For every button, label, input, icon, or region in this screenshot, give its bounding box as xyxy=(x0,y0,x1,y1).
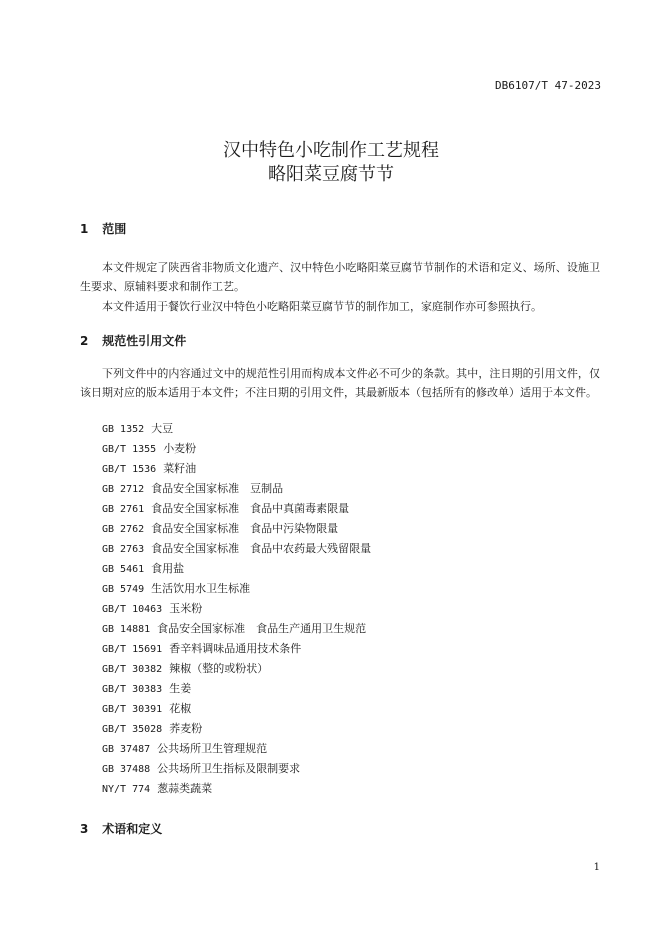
reference-title: 食用盐 xyxy=(151,562,185,575)
reference-code: GB/T 30382 xyxy=(102,664,163,675)
reference-title: 香辛料调味品通用技术条件 xyxy=(169,642,302,655)
reference-title: 玉米粉 xyxy=(169,602,203,615)
reference-code: GB 5749 xyxy=(102,584,145,595)
reference-code: GB 2762 xyxy=(102,524,145,535)
reference-code: GB/T 30383 xyxy=(102,684,163,695)
reference-title: 生姜 xyxy=(169,682,192,695)
reference-item xyxy=(102,639,371,659)
reference-item xyxy=(102,759,371,779)
section-title: 术语和定义 xyxy=(102,822,163,836)
title-line-1: 汉中特色小吃制作工艺规程 xyxy=(223,140,439,161)
reference-code: GB/T 1355 xyxy=(102,444,157,455)
title-line-2: 略阳菜豆腐节节 xyxy=(268,164,394,185)
section-number: 2 xyxy=(80,334,89,348)
reference-item xyxy=(102,439,371,459)
reference-item xyxy=(102,519,371,539)
scope-paragraph-2: 本文件适用于餐饮行业汉中特色小吃略阳菜豆腐节节的制作加工，家庭制作亦可参照执行。 xyxy=(102,300,542,313)
reference-item xyxy=(102,599,371,619)
reference-item xyxy=(102,539,371,559)
reference-code: GB 37488 xyxy=(102,764,151,775)
reference-title: 公共场所卫生指标及限制要求 xyxy=(157,762,301,775)
reference-item xyxy=(102,499,371,519)
reference-code: GB 2761 xyxy=(102,504,145,515)
reference-code: GB 5461 xyxy=(102,564,145,575)
section-1-heading xyxy=(80,220,126,237)
reference-code: GB/T 15691 xyxy=(102,644,163,655)
reference-code: GB 14881 xyxy=(102,624,151,635)
reference-title: 食品安全国家标准 食品中污染物限量 xyxy=(151,522,339,535)
reference-title: 公共场所卫生管理规范 xyxy=(157,742,268,755)
reference-item xyxy=(102,559,371,579)
reference-code: NY/T 774 xyxy=(102,784,151,795)
reference-title: 食品安全国家标准 食品生产通用卫生规范 xyxy=(157,622,367,635)
page-number: 1 xyxy=(593,862,600,873)
reference-code: GB 2763 xyxy=(102,544,145,555)
reference-item xyxy=(102,659,371,679)
section-number: 3 xyxy=(80,822,89,836)
reference-item xyxy=(102,699,371,719)
reference-title: 食品安全国家标准 食品中真菌毒素限量 xyxy=(151,502,350,515)
reference-code: GB 37487 xyxy=(102,744,151,755)
reference-title: 小麦粉 xyxy=(163,442,197,455)
reference-list xyxy=(102,419,371,799)
reference-code: GB/T 35028 xyxy=(102,724,163,735)
reference-item xyxy=(102,579,371,599)
reference-title: 花椒 xyxy=(169,702,192,715)
document-title xyxy=(0,139,662,187)
section-title: 规范性引用文件 xyxy=(102,334,187,348)
reference-code: GB/T 10463 xyxy=(102,604,163,615)
document-code: DB6107/T 47-2023 xyxy=(495,79,601,92)
reference-title: 荞麦粉 xyxy=(169,722,203,735)
reference-code: GB/T 1536 xyxy=(102,464,157,475)
reference-title: 食品安全国家标准 食品中农药最大残留限量 xyxy=(151,542,372,555)
reference-item xyxy=(102,619,371,639)
section-title: 范围 xyxy=(102,222,127,236)
reference-code: GB 2712 xyxy=(102,484,145,495)
section-number: 1 xyxy=(80,222,89,236)
reference-title: 大豆 xyxy=(151,422,174,435)
scope-paragraph-1: 本文件规定了陕西省非物质文化遗产、汉中特色小吃略阳菜豆腐节节制作的术语和定义、场所、设施卫生要求、原辅料要求和制作工艺。 xyxy=(80,261,600,293)
reference-title: 辣椒（整的或粉状） xyxy=(169,662,269,675)
reference-item xyxy=(102,419,371,439)
reference-title: 菜籽油 xyxy=(163,462,197,475)
reference-item xyxy=(102,719,371,739)
reference-code: GB/T 30391 xyxy=(102,704,163,715)
reference-item xyxy=(102,459,371,479)
reference-item xyxy=(102,679,371,699)
normative-intro-paragraph: 下列文件中的内容通过文中的规范性引用而构成本文件必不可少的条款。其中，注日期的引用文件，仅该日期对应的版本适用于本文件；不注日期的引用文件，其最新版本（包括所有的修改单）适用于本文件。 xyxy=(80,367,600,399)
section-2-heading xyxy=(80,332,186,349)
reference-title: 生活饮用水卫生标准 xyxy=(151,582,251,595)
reference-title: 葱蒜类蔬菜 xyxy=(157,782,213,795)
reference-item xyxy=(102,479,371,499)
reference-title: 食品安全国家标准 豆制品 xyxy=(151,482,284,495)
reference-item xyxy=(102,739,371,759)
section-3-heading xyxy=(80,820,162,837)
reference-code: GB 1352 xyxy=(102,424,145,435)
reference-item xyxy=(102,779,371,799)
